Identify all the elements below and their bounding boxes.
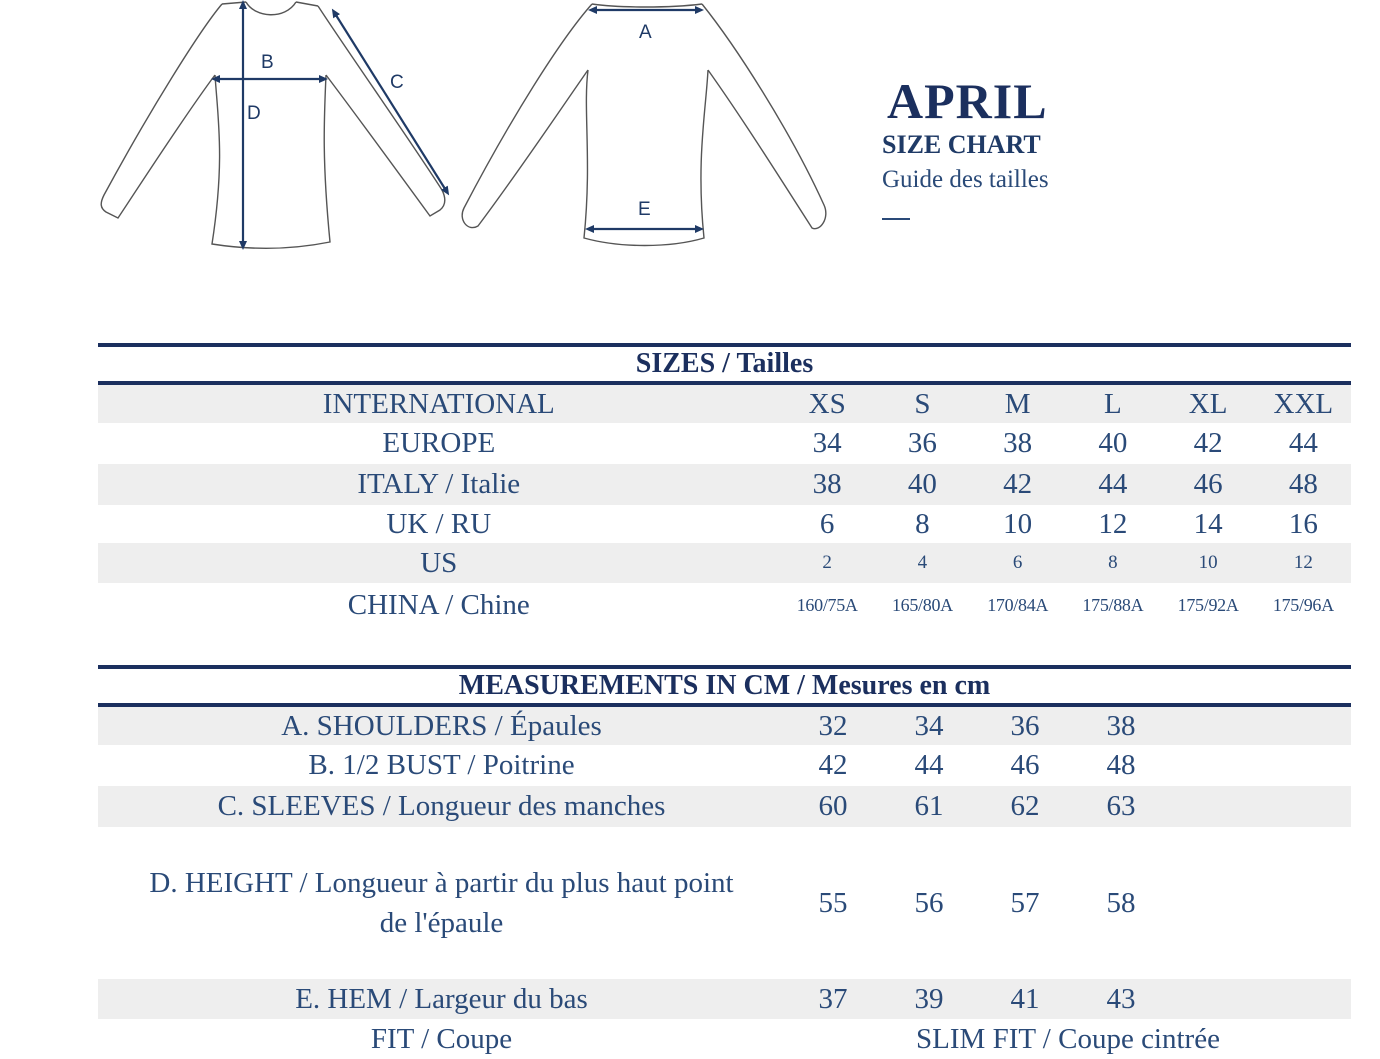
cell: 43: [1106, 982, 1136, 1015]
chart-title: SIZE CHART: [882, 130, 1041, 159]
cell: 2: [822, 552, 832, 573]
sizes-row-uk: [98, 505, 1351, 543]
cell: 36: [1010, 709, 1040, 742]
cell: M: [1004, 387, 1031, 420]
cell: 8: [1108, 552, 1118, 573]
measure-row-bust: [98, 745, 1351, 786]
cell: 38: [1003, 427, 1033, 459]
row-label: C. SLEEVES / Longueur des manches: [217, 790, 666, 822]
measurements-header: MEASUREMENTS IN CM / Mesures en cm: [458, 670, 991, 701]
cell: 12: [1098, 507, 1128, 540]
row-label: UK / RU: [386, 507, 492, 540]
cell: 34: [914, 709, 944, 742]
cell: 42: [1193, 427, 1223, 459]
cell: 61: [914, 790, 944, 822]
sizes-row-china: [98, 583, 1351, 627]
cell: 55: [818, 886, 848, 919]
tshirt-sketch: [0, 0, 860, 260]
cell: 170/84A: [987, 594, 1049, 615]
measure-row-sleeves: [98, 786, 1351, 827]
cell: 46: [1193, 468, 1223, 500]
title-block: [882, 72, 1049, 220]
cell: 60: [818, 790, 848, 822]
row-label-line: de l'épaule: [379, 907, 504, 939]
cell: 40: [1098, 427, 1128, 459]
measure-row-shoulders: [98, 707, 1351, 745]
cell: 165/80A: [891, 594, 953, 615]
cell: 38: [1106, 709, 1136, 742]
cell: 12: [1293, 552, 1313, 573]
cell: 32: [818, 709, 848, 742]
label-a: A: [639, 22, 652, 43]
cell: 40: [907, 468, 937, 500]
cell: 10: [1198, 552, 1218, 573]
cell: 160/75A: [796, 594, 858, 615]
garment-diagram: [0, 0, 860, 260]
cell: 16: [1288, 507, 1318, 540]
label-e: E: [638, 199, 651, 220]
cell: 44: [1288, 427, 1318, 459]
cell: 34: [812, 427, 842, 459]
cell: 175/92A: [1177, 594, 1239, 615]
cell: 42: [818, 749, 848, 781]
cell: 56: [914, 886, 944, 919]
cell: 46: [1010, 749, 1040, 781]
measurement-labels: [247, 22, 652, 220]
row-label: EUROPE: [382, 427, 496, 459]
sizes-row-europe: [98, 423, 1351, 464]
sizes-row-international: [98, 385, 1351, 423]
row-label: US: [420, 546, 458, 579]
row-label: ITALY / Italie: [357, 468, 521, 500]
cell: XXL: [1273, 387, 1334, 420]
cell: 4: [917, 552, 928, 573]
chart-subtitle: Guide des tailles: [882, 166, 1049, 193]
cell: 58: [1106, 886, 1136, 919]
measurements-table: [98, 665, 1351, 1059]
measurement-arrows: [215, 4, 700, 246]
row-label: B. 1/2 BUST / Poitrine: [308, 749, 575, 781]
cell: 39: [914, 982, 944, 1015]
model-name: APRIL: [887, 73, 1048, 129]
cell: 6: [1012, 552, 1023, 573]
row-label: CHINA / Chine: [347, 588, 530, 621]
cell: 175/96A: [1272, 594, 1334, 615]
cell: 37: [818, 982, 848, 1015]
cell: 48: [1106, 749, 1136, 781]
cell: XL: [1188, 387, 1228, 420]
sizes-header: SIZES / Tailles: [635, 348, 814, 379]
measure-row-hem: [98, 979, 1351, 1019]
row-label: FIT / Coupe: [370, 1022, 513, 1055]
cell: 44: [1098, 468, 1128, 500]
label-c: C: [390, 72, 404, 93]
cell: 48: [1288, 468, 1318, 500]
sizes-row-italy: [98, 464, 1351, 505]
cell: 57: [1010, 886, 1040, 919]
front-garment: [101, 2, 445, 248]
row-label: E. HEM / Largeur du bas: [295, 982, 588, 1015]
cell: 10: [1003, 507, 1033, 540]
cell: 36: [907, 427, 937, 459]
cell: 38: [812, 468, 842, 500]
cell: 175/88A: [1082, 594, 1144, 615]
label-b: B: [261, 52, 274, 73]
sizes-row-us: [98, 543, 1351, 583]
cell: 42: [1003, 468, 1033, 500]
row-label: [98, 863, 785, 943]
row-label: A. SHOULDERS / Épaules: [281, 709, 602, 742]
cell: 8: [915, 507, 930, 540]
cell: 44: [914, 749, 944, 781]
cell: L: [1104, 387, 1122, 420]
cell: 41: [1010, 982, 1040, 1015]
row-label: INTERNATIONAL: [322, 387, 555, 420]
measure-row-fit: [98, 1019, 1351, 1059]
label-d: D: [247, 103, 261, 124]
title-dash: [882, 218, 910, 220]
row-label-line: D. HEIGHT / Longueur à partir du plus haut point: [149, 867, 734, 899]
cell: 6: [819, 507, 835, 540]
cell: 63: [1106, 790, 1136, 822]
sizes-table: [98, 343, 1351, 627]
fit-value: SLIM FIT / Coupe cintrée: [916, 1022, 1220, 1055]
cell: S: [914, 387, 931, 420]
measure-row-height: [98, 827, 1351, 979]
arrow-c: [334, 12, 447, 192]
cell: XS: [808, 387, 846, 420]
cell: 14: [1193, 507, 1223, 540]
cell: 62: [1010, 790, 1040, 822]
